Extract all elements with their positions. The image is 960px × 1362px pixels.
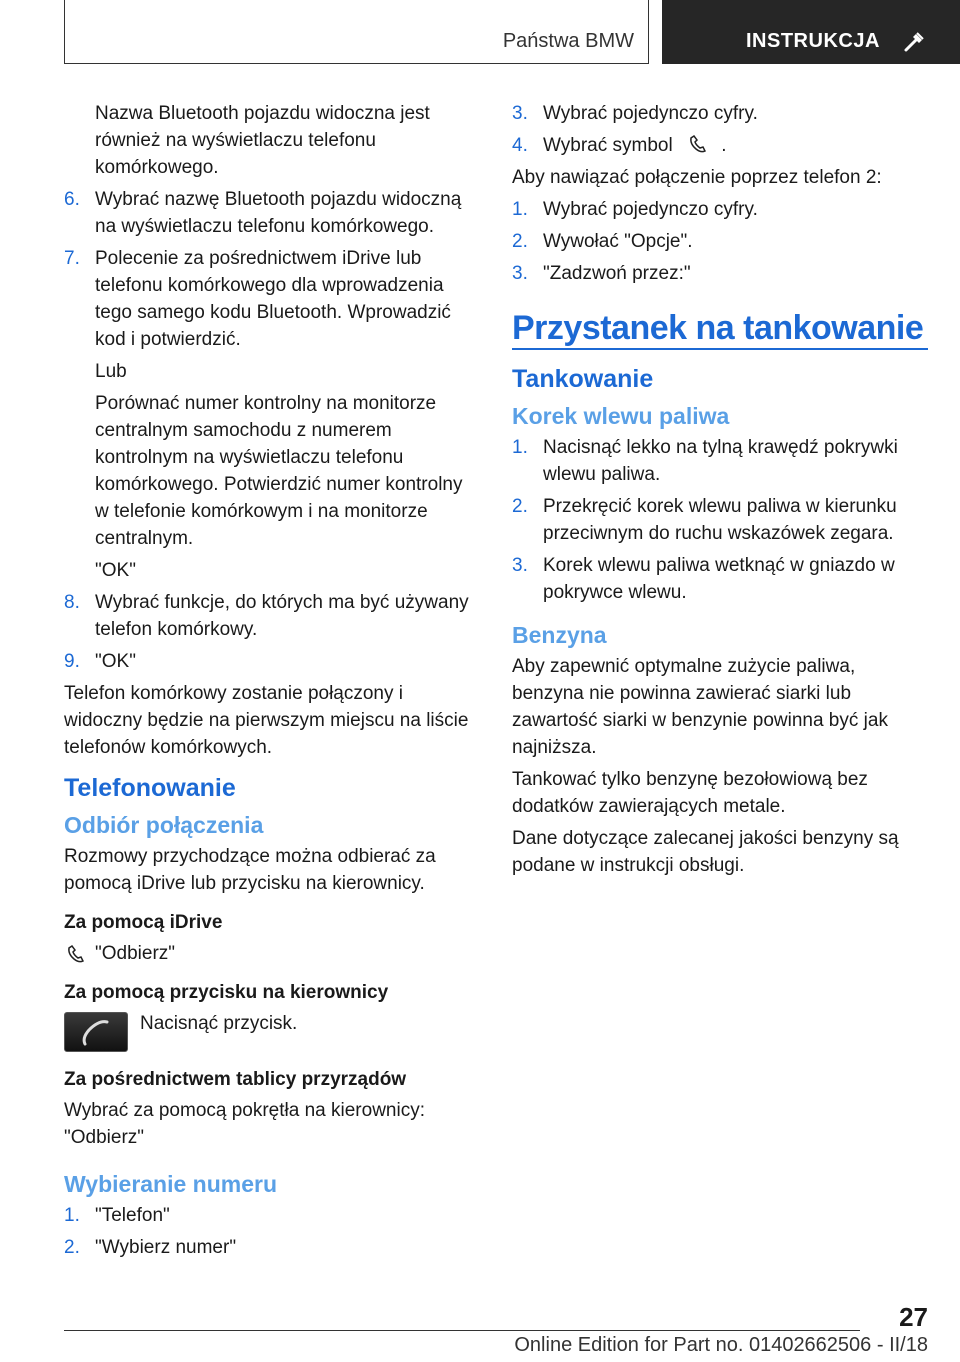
list-item bbox=[512, 434, 928, 488]
handset-icon bbox=[79, 1018, 115, 1048]
heading-telefonowanie: Telefonowanie bbox=[64, 774, 236, 802]
step-number: 2. bbox=[64, 1237, 80, 1258]
phone-icon bbox=[688, 134, 710, 154]
step-text: Przekręcić korek wlewu paliwa w kierunku przeciwnym do ruchu wskazówek zegara. bbox=[543, 496, 897, 544]
step-number: 3. bbox=[512, 103, 528, 124]
footer-divider bbox=[64, 1330, 860, 1331]
step-text: "Zadzwoń przez:" bbox=[543, 263, 691, 284]
step-text: "OK" bbox=[95, 651, 136, 672]
step-text-suffix: . bbox=[721, 135, 727, 156]
list-item bbox=[64, 648, 480, 675]
paragraph: Dane dotyczące zalecanej jakości benzyny są podane w instrukcji obsługi. bbox=[512, 828, 899, 876]
step-text: Wywołać "Opcje". bbox=[543, 231, 693, 252]
list-item bbox=[64, 1202, 480, 1229]
paragraph: Aby nawiązać połączenie poprzez telefon 2: bbox=[512, 167, 882, 188]
heading-kierownica: Za pomocą przycisku na kierownicy bbox=[64, 982, 389, 1003]
list-item bbox=[64, 1234, 480, 1261]
paragraph: Aby zapewnić optymalne zużycie paliwa, benzyna nie powinna zawierać siarki lub zawartość siarki w benzynie powinna być jak najniższa. bbox=[512, 656, 888, 758]
step-number: 6. bbox=[64, 189, 80, 210]
heading-tablica: Za pośrednictwem tablicy przyrządów bbox=[64, 1069, 407, 1090]
step-text: Wybrać nazwę Bluetooth pojazdu widoczną na wyświetlaczu telefonu komórkowego. bbox=[95, 189, 462, 237]
heading-idrive: Za pomocą iDrive bbox=[64, 912, 223, 933]
list-item bbox=[512, 228, 928, 255]
step-text: Korek wlewu paliwa wetknąć w gniazdo w pokrywce wlewu. bbox=[543, 555, 895, 603]
footer-edition: Online Edition for Part no. 01402662506 - II/18 bbox=[514, 1334, 928, 1356]
step-text: Wybrać pojedynczo cyfry. bbox=[543, 103, 758, 124]
header-chapter-label: INSTRUKCJA bbox=[746, 30, 880, 52]
step-number: 9. bbox=[64, 651, 80, 672]
step-number: 1. bbox=[512, 437, 528, 458]
nacisnac-text: Nacisnąć przycisk. bbox=[140, 1013, 298, 1034]
heading-przystanek: Przystanek na tankowanie bbox=[512, 315, 928, 350]
step-text: Wybrać funkcje, do których ma być używany telefon komórkowy. bbox=[95, 592, 469, 640]
paragraph: Tankować tylko benzynę bezołowiową bez dodatków zawierających metale. bbox=[512, 769, 868, 817]
steering-button-row bbox=[64, 1010, 480, 1054]
odbierz-text: "Odbierz" bbox=[95, 943, 176, 964]
step-number: 7. bbox=[64, 248, 80, 269]
list-item bbox=[512, 493, 928, 547]
step-number: 3. bbox=[512, 263, 528, 284]
step-number: 3. bbox=[512, 555, 528, 576]
paragraph: Wybrać za pomocą pokrętła na kierownicy: "Odbierz" bbox=[64, 1100, 425, 1148]
list-item bbox=[512, 132, 928, 159]
step-text: "Wybierz numer" bbox=[95, 1237, 237, 1258]
step-text: "Telefon" bbox=[95, 1205, 170, 1226]
list-item bbox=[64, 589, 480, 643]
step-text: Polecenie za pośrednictwem iDrive lub telefonu komórkowego dla wprowadzenia tego samego kodu Bluetooth. Wprowadzić kod i potwierdzić. bbox=[95, 248, 451, 350]
paragraph: Telefon komórkowy zostanie połączony i widoczny będzie na pierwszym miejscu na liście telefonów komórkowych. bbox=[64, 683, 469, 758]
steering-phone-button-image bbox=[64, 1012, 128, 1052]
phone-icon bbox=[66, 944, 88, 964]
heading-benzyna: Benzyna bbox=[512, 622, 607, 648]
paragraph: Porównać numer kontrolny na monitorze centralnym samochodu z numerem kontrolnym na wyświetlaczu telefonu komórkowego. Potwierdzić numer kontrolny w telefonie komórkowym i na monitorze centralnym. bbox=[95, 393, 463, 549]
list-item bbox=[512, 260, 928, 287]
step-number: 2. bbox=[512, 231, 528, 252]
paragraph bbox=[64, 940, 480, 967]
header-section-label: Państwa BMW bbox=[502, 30, 634, 52]
left-column bbox=[64, 100, 480, 1266]
step-number: 2. bbox=[512, 496, 528, 517]
page-number: 27 bbox=[899, 1302, 928, 1332]
step-text: Wybrać symbol bbox=[543, 135, 673, 156]
heading-korek: Korek wlewu paliwa bbox=[512, 403, 730, 429]
list-item bbox=[64, 245, 480, 353]
heading-odbior: Odbiór połączenia bbox=[64, 812, 264, 838]
paragraph: Rozmowy przychodzące można odbierać za pomocą iDrive lub przycisku na kierownicy. bbox=[64, 846, 436, 894]
step-number: 8. bbox=[64, 592, 80, 613]
step-number: 4. bbox=[512, 135, 528, 156]
step-text: Wybrać pojedynczo cyfry. bbox=[543, 199, 758, 220]
step-number: 1. bbox=[512, 199, 528, 220]
paragraph: Nazwa Bluetooth pojazdu widoczna jest również na wyświetlaczu telefonu komórkowego. bbox=[95, 103, 430, 178]
paragraph: "OK" bbox=[95, 560, 136, 581]
wrench-icon bbox=[900, 28, 928, 56]
heading-wybieranie: Wybieranie numeru bbox=[64, 1171, 278, 1197]
list-item bbox=[512, 100, 928, 127]
heading-tankowanie: Tankowanie bbox=[512, 365, 654, 393]
step-text: Nacisnąć lekko na tylną krawędź pokrywki wlewu paliwa. bbox=[543, 437, 898, 485]
list-item bbox=[64, 186, 480, 240]
header-chapter-box bbox=[662, 0, 960, 64]
list-item bbox=[512, 552, 928, 606]
header-section-box bbox=[64, 0, 649, 64]
right-column bbox=[512, 100, 928, 884]
paragraph: Lub bbox=[95, 361, 127, 382]
step-number: 1. bbox=[64, 1205, 80, 1226]
list-item bbox=[512, 196, 928, 223]
